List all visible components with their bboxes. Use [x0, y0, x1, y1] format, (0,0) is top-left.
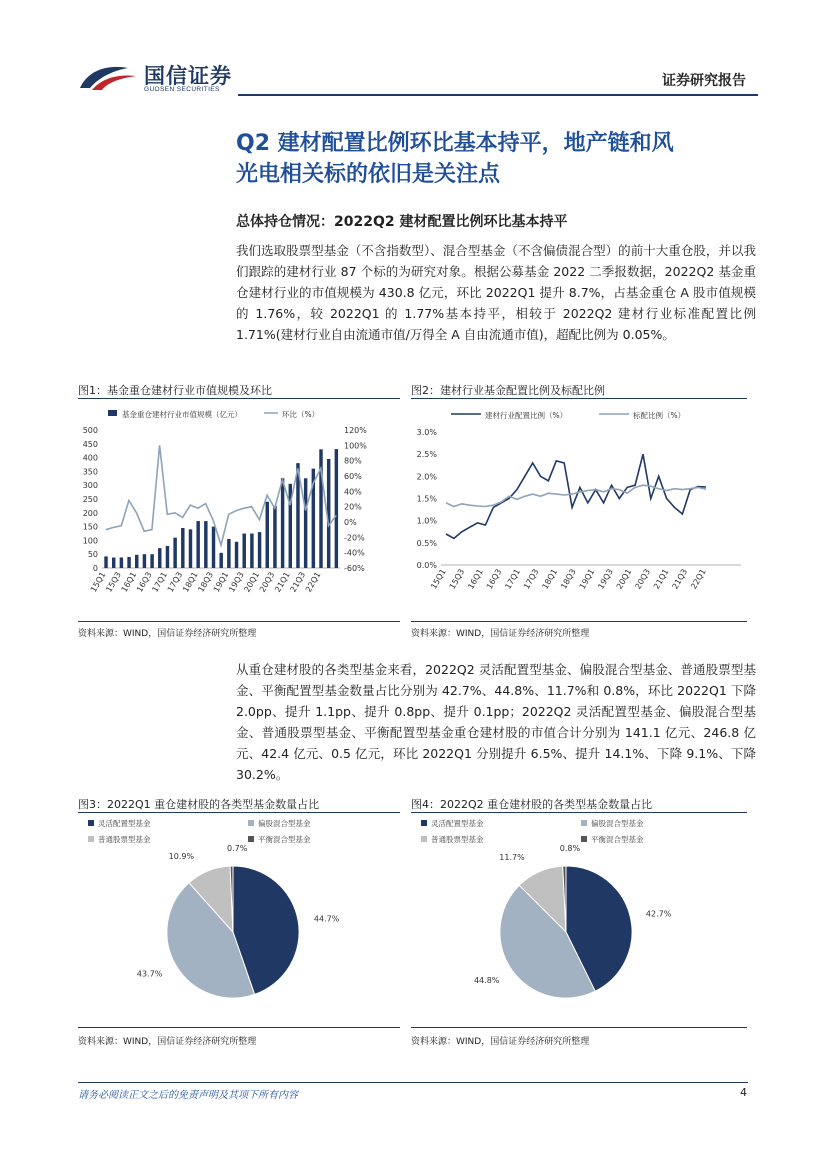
fig1-bar	[112, 558, 115, 568]
fig4-source: 资料来源：WIND，国信证券经济研究所整理	[411, 1037, 590, 1047]
fig1-line-series	[106, 445, 336, 545]
fig1-bar	[150, 554, 153, 568]
fig1-title: 图1：基金重仓建材行业市值规模及环比	[78, 384, 272, 397]
fig3-data-label: 10.9%	[168, 852, 195, 861]
paragraph-1: 我们选取股票型基金（不含指数型）、混合型基金（不含偏债混合型）的前十大重仓股，并以我们跟踪的建材行业 87 个标的为研究对象。根据公募基金 2022 二季报数据，2022Q2 基金重仓建材行业的市值规模为 430.8 亿元，环比 2022Q1 提升 8.7%，占基金重仓 A 股市值规模的 1.76%，较 2022Q1 的 1.77%基本持平，相较于 2022Q2 建材行业标准配置比例 1.71%(建材行业自由流通市值/万得全 A 自由流通市值)，超配比例为 0.05%。	[236, 243, 756, 342]
fig4-legend-label: 灵活配置型基金	[431, 819, 484, 828]
fig1-bar	[242, 534, 245, 569]
logo-en: GUOSEN SECURITIES	[144, 86, 220, 93]
fig3-data-label: 0.7%	[227, 844, 248, 853]
fig1-xtick: 22Q1	[303, 570, 323, 594]
fig1-ytick-left: 300	[82, 481, 98, 491]
fig3-data-label: 43.7%	[136, 969, 163, 979]
fig1-source: 资料来源：WIND，国信证券经济研究所整理	[78, 629, 257, 639]
fig3-legend-label: 平衡混合型基金	[258, 835, 311, 844]
fig1-xtick: 21Q1	[273, 570, 292, 594]
fig2-xtick: 18Q1	[540, 567, 560, 591]
fig4-data-label: 44.8%	[473, 975, 500, 985]
fig1-legend-bar-swatch	[108, 410, 117, 416]
fig1-bar	[189, 529, 192, 568]
guosen-logo-icon	[78, 60, 138, 92]
fig1-ytick-right: -60%	[344, 564, 365, 573]
fig1-bar	[196, 521, 199, 568]
fig1-ytick-left: 400	[82, 453, 98, 463]
fig3-data-label: 44.7%	[313, 914, 340, 924]
fig4-legend-label: 平衡混合型基金	[591, 835, 644, 844]
fig1-ytick-left: 250	[82, 495, 98, 504]
fig1-xtick: 19Q1	[211, 570, 231, 594]
fig1-bar	[258, 532, 261, 568]
fig2-xtick: 16Q3	[484, 567, 504, 591]
fig4-legend-label: 普通股票型基金	[431, 835, 484, 844]
footer-rule	[78, 1082, 748, 1083]
fig1-bar	[266, 502, 269, 568]
fig1-bar	[335, 449, 338, 568]
fig3-legend-swatch	[248, 836, 254, 842]
fig4-title: 图4：2022Q2 重仓建材股的各类型基金数量占比	[411, 798, 653, 811]
fig1-ytick-left: 350	[82, 467, 98, 477]
fig2-rule	[411, 398, 747, 399]
fig1-bar	[250, 534, 253, 569]
fig4-legend-swatch	[581, 820, 587, 826]
fig1-xtick: 18Q3	[196, 570, 216, 594]
fig4-legend-swatch	[421, 820, 427, 826]
fig1-xtick: 20Q3	[257, 570, 277, 594]
title-line-1: Q2 建材配置比例环比基本持平，地产链和风	[236, 131, 674, 156]
fig2-xtick: 15Q3	[447, 567, 467, 591]
fig1-chart	[78, 400, 400, 622]
fig1-ytick-right: 80%	[344, 456, 362, 466]
fig2-xtick: 22Q1	[689, 567, 708, 591]
fig3-bottom-rule	[78, 1027, 400, 1028]
fig4-data-label: 11.7%	[499, 853, 525, 863]
fig1-xtick: 20Q1	[242, 570, 262, 594]
fig2-chart	[411, 400, 747, 622]
fig1-ytick-right: -40%	[344, 548, 365, 558]
fig1-xtick: 16Q1	[119, 570, 139, 594]
fig1-ytick-right: 120%	[344, 426, 367, 435]
fig1-rule	[78, 398, 400, 399]
fig3-rule	[78, 812, 400, 813]
fig1-bar	[227, 539, 230, 568]
fig1-bar	[212, 527, 215, 568]
fig1-xtick: 18Q1	[181, 570, 200, 594]
fig1-ytick-left: 50	[87, 550, 98, 560]
fig3-source: 资料来源：WIND，国信证券经济研究所整理	[78, 1037, 257, 1047]
fig3-title: 图3：2022Q1 重仓建材股的各类型基金数量占比	[78, 798, 320, 811]
fig2-source: 资料来源：WIND，国信证券经济研究所整理	[411, 629, 590, 639]
fig1-xtick: 16Q3	[135, 570, 154, 594]
fig2-xtick: 20Q3	[633, 567, 653, 591]
fig2-ytick: 1.5%	[416, 494, 437, 504]
fig2-ytick: 2.0%	[416, 472, 437, 482]
section-subheading: 总体持仓情况：2022Q2 建材配置比例环比基本持平	[236, 214, 568, 230]
fig4-legend-swatch	[421, 836, 427, 842]
fig4-legend-swatch	[581, 836, 587, 842]
fig1-bar	[273, 506, 276, 568]
page-number: 4	[740, 1086, 747, 1099]
fig4-data-label: 0.8%	[559, 844, 581, 853]
fig1-xtick: 15Q3	[104, 570, 123, 594]
fig1-bar	[281, 478, 284, 568]
fig2-xtick: 18Q3	[559, 567, 578, 591]
title-line-2: 光电相关标的依旧是关注点	[236, 162, 501, 187]
fig1-bar	[304, 478, 307, 568]
fig3-chart	[78, 814, 400, 1026]
fig1-ytick-right: 60%	[344, 472, 362, 481]
page-title	[236, 128, 756, 190]
fig1-bar	[135, 555, 138, 568]
fig1-ytick-right: 0%	[344, 518, 357, 527]
fig2-xtick: 21Q3	[670, 567, 690, 591]
fig2-xtick: 20Q1	[614, 567, 634, 591]
logo-cn: 国信证券	[144, 64, 232, 88]
fig3-legend-label: 灵活配置型基金	[98, 819, 151, 828]
fig1-bar	[219, 553, 222, 568]
footer-disclaimer: 请务必阅读正文之后的免责声明及其项下所有内容	[78, 1090, 298, 1101]
fig3-legend-label: 普通股票型基金	[98, 835, 151, 844]
fig2-ytick: 0.5%	[416, 538, 437, 548]
fig1-bar	[143, 554, 146, 568]
fig2-xtick: 17Q3	[522, 567, 541, 591]
fig1-legend-line-label: 环比（%）	[282, 410, 320, 419]
fig1-bar	[235, 542, 238, 568]
fig2-line-series-1	[446, 454, 706, 538]
fig1-bar	[204, 521, 207, 568]
fig2-legend-series1-label: 建材行业配置比例（%）	[485, 411, 568, 420]
fig1-ytick-left: 450	[82, 439, 98, 449]
fig1-ytick-left: 500	[82, 426, 98, 435]
report-type: 证券研究报告	[662, 73, 746, 89]
fig4-data-label: 42.7%	[645, 909, 672, 919]
fig1-ytick-right: 40%	[344, 487, 362, 497]
fig1-ytick-left: 0	[92, 564, 98, 573]
fig1-xtick: 17Q1	[150, 570, 169, 594]
fig4-chart	[411, 814, 747, 1026]
fig1-xtick: 21Q3	[288, 570, 308, 594]
fig1-ytick-left: 100	[82, 536, 98, 546]
fig1-bar	[166, 546, 169, 568]
fig1-bar	[158, 548, 161, 568]
fig3-legend-label: 偏股混合型基金	[258, 819, 311, 828]
fig4-bottom-rule	[411, 1027, 747, 1028]
fig2-ytick: 2.5%	[416, 450, 437, 460]
fig1-bottom-rule	[78, 621, 400, 622]
fig4-rule	[411, 812, 747, 813]
fig1-bar	[104, 556, 107, 568]
fig1-ytick-left: 200	[82, 508, 98, 518]
fig2-xtick: 15Q1	[429, 567, 448, 591]
header-rule	[238, 94, 758, 96]
fig1-legend-bar-label: 基金重仓建材行业市值规模（亿元）	[122, 410, 242, 419]
paragraph-2: 从重仓建材股的各类型基金来看，2022Q2 灵活配置型基金、偏股混合型基金、普通股票型基金、平衡配置型基金数量占比分别为 42.7%、44.8%、11.7%和 0.8%，环比 2022Q1 下降 2.0pp、提升 1.1pp、提升 0.8pp、提升 0.1pp；2022Q2 灵活配置型基金、偏股混合型基金、普通股票型基金、平衡配置型基金重仓建材股的市值合计分别为 141.1 亿元、246.8 亿元、42.4 亿元、0.5 亿元，环比 2022Q1 分别提升 6.5%、提升 14.1%、下降 9.1%、下降 30.2%。	[236, 662, 756, 782]
fig1-ytick-right: 20%	[344, 502, 362, 512]
fig1-bar	[181, 528, 184, 568]
fig1-xtick: 15Q1	[88, 570, 108, 594]
fig2-ytick: 0.0%	[416, 561, 437, 570]
fig2-title: 图2：建材行业基金配置比例及标配比例	[411, 384, 605, 397]
fig3-legend-swatch	[88, 820, 94, 826]
fig1-bar	[173, 538, 176, 568]
header	[0, 0, 827, 100]
fig3-legend-swatch	[88, 836, 94, 842]
fig1-ytick-right: -20%	[344, 533, 365, 543]
fig1-ytick-left: 150	[82, 522, 98, 532]
fig1-ytick-right: 100%	[344, 441, 367, 451]
fig4-legend-label: 偏股混合型基金	[591, 819, 644, 828]
fig1-bar	[127, 557, 130, 568]
fig1-xtick: 17Q3	[165, 570, 185, 594]
fig2-xtick: 21Q1	[652, 567, 671, 591]
fig2-ytick: 3.0%	[416, 428, 437, 437]
fig2-bottom-rule	[411, 621, 747, 622]
fig2-xtick: 19Q1	[577, 567, 597, 591]
fig2-xtick: 16Q1	[466, 567, 485, 591]
fig2-xtick: 17Q1	[503, 567, 523, 591]
fig2-legend-series2-label: 标配比例（%）	[633, 411, 686, 420]
fig1-bar	[120, 558, 123, 568]
fig1-xtick: 19Q3	[227, 570, 246, 594]
fig2-ytick: 1.0%	[416, 516, 437, 526]
fig3-legend-swatch	[248, 820, 254, 826]
fig2-xtick: 19Q3	[596, 567, 615, 591]
